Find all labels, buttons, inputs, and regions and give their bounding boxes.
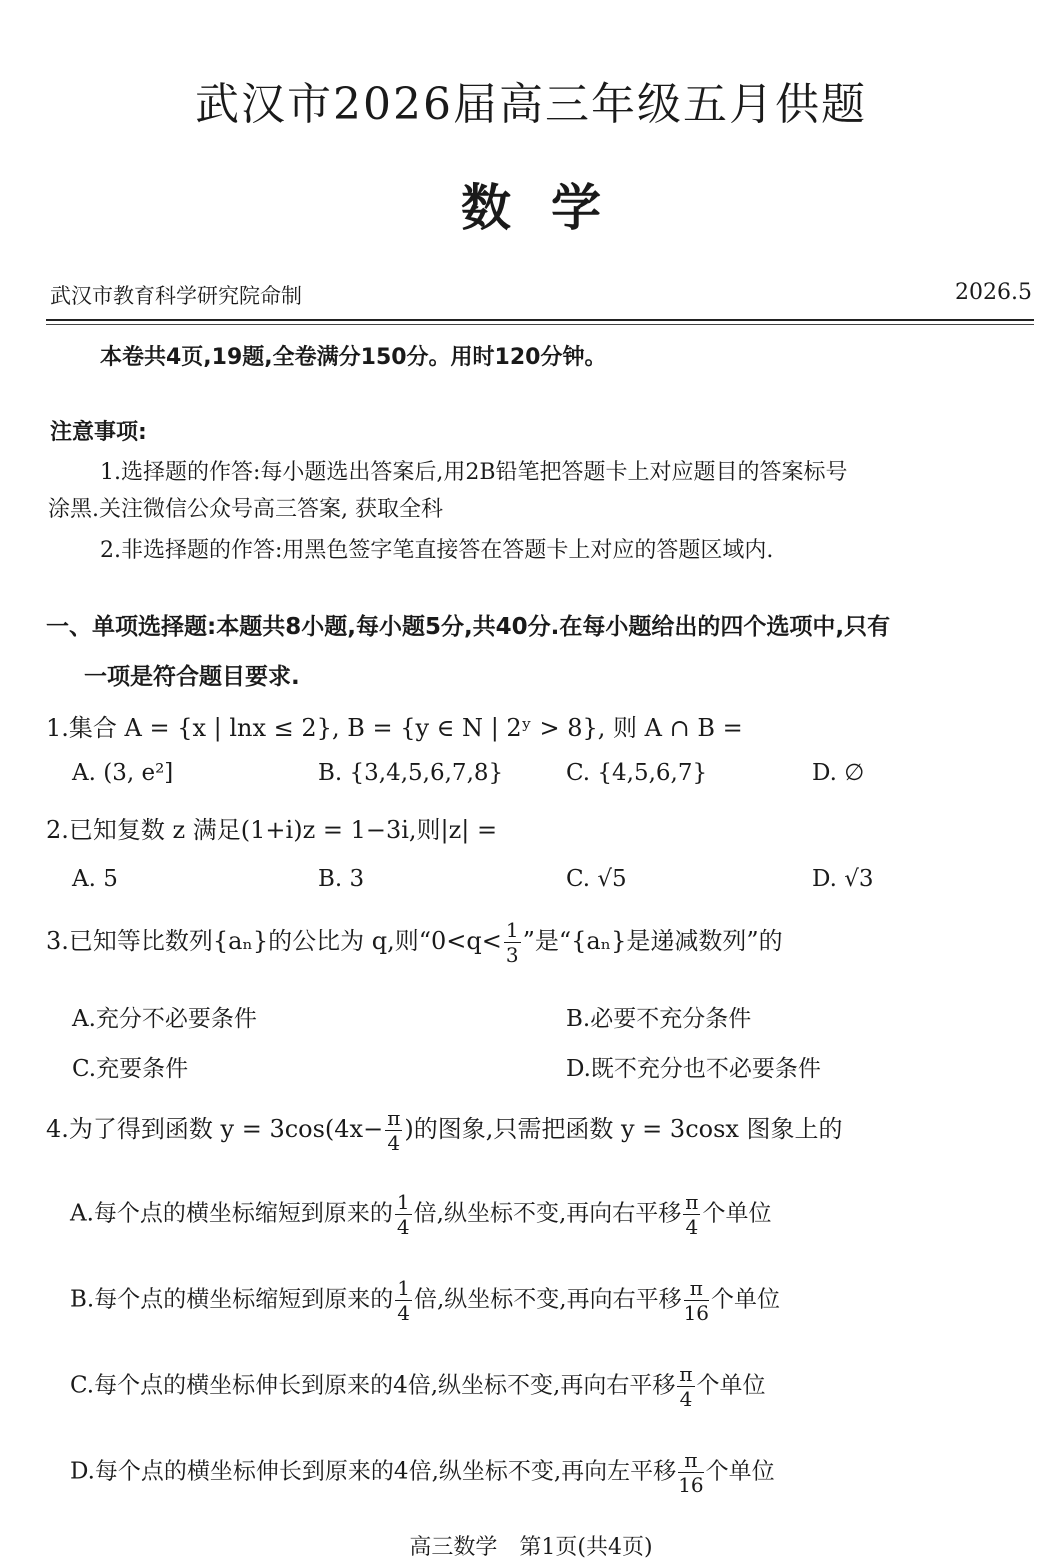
option-fraction-1: [395, 1192, 412, 1237]
page-footer: 高三数学 第1页(共4页): [409, 1535, 653, 1560]
question-4-stem: [46, 1108, 843, 1153]
question-2-option-c: C. √5: [566, 866, 627, 892]
question-4-option-c: [70, 1364, 766, 1409]
fraction-denominator: 4: [397, 1301, 410, 1325]
fraction-denominator: 16: [678, 1473, 704, 1497]
question-4-stem-post: )的图象,只需把函数 y = 3cosx 图象上的: [404, 1115, 843, 1143]
section-1-heading-line-1: 一、单项选择题:本题共8小题,每小题5分,共40分.在每小题给出的四个选项中,只有: [46, 614, 891, 640]
fraction-numerator: π: [679, 1362, 693, 1386]
note-item-2: 2.非选择题的作答:用黑色签字笔直接答在答题卡上对应的答题区域内.: [100, 538, 774, 563]
question-3-option-c: C.充要条件: [72, 1056, 189, 1082]
question-2-stem: 2.已知复数 z 满足(1+i)z = 1−3i,则|z| =: [46, 816, 498, 844]
question-1-stem: 1.集合 A = {x | lnx ≤ 2}, B = {y ∈ N | 2ʸ > 8}, 则 A ∩ B =: [46, 714, 743, 742]
exam-title: 武汉市2026届高三年级五月供题: [195, 79, 867, 130]
question-4-stem-pre: 4.为了得到函数 y = 3cos(4x−: [46, 1115, 384, 1143]
fraction-denominator: 4: [396, 1215, 410, 1239]
fraction-denominator: 4: [685, 1215, 699, 1239]
question-4-option-a: [70, 1192, 771, 1237]
fraction-numerator: π: [678, 1450, 703, 1473]
issuing-organization: 武汉市教育科学研究院命制: [50, 284, 302, 308]
option-fraction: [678, 1450, 703, 1495]
question-3-option-d: D.既不充分也不必要条件: [566, 1056, 821, 1082]
fraction-numerator: π: [387, 1106, 401, 1130]
option-text: D.每个点的横坐标伸长到原来的4倍,纵坐标不变,再向左平移: [70, 1458, 677, 1485]
fraction-numerator: 1: [397, 1276, 410, 1300]
option-text: 个单位: [702, 1200, 772, 1227]
subject-title: 数学: [461, 178, 641, 237]
option-text: C.每个点的横坐标伸长到原来的4倍,纵坐标不变,再向右平移: [70, 1372, 676, 1399]
question-2-option-d: D. √3: [812, 866, 874, 892]
option-text: 倍,纵坐标不变,再向右平移: [413, 1200, 682, 1227]
option-text: 个单位: [705, 1458, 775, 1485]
fraction-numerator: 1: [396, 1190, 410, 1214]
question-3-option-b: B.必要不充分条件: [566, 1006, 752, 1032]
question-3-fraction: [504, 920, 521, 965]
question-1-option-a: A. (3, e²]: [72, 760, 174, 786]
exam-date: 2026.5: [955, 280, 1032, 305]
option-text: 个单位: [711, 1286, 781, 1313]
question-4-option-d: [70, 1450, 775, 1495]
exam-summary: 本卷共4页,19题,全卷满分150分。用时120分钟。: [100, 345, 607, 370]
option-text: 倍,纵坐标不变,再向右平移: [413, 1286, 682, 1313]
fraction-numerator: π: [684, 1278, 709, 1301]
fraction-denominator: 4: [679, 1387, 693, 1411]
option-fraction-1: [395, 1278, 412, 1323]
question-3-stem-pre: 3.已知等比数列{aₙ}的公比为 q,则“0<q<: [46, 927, 502, 955]
option-fraction-2: [684, 1278, 709, 1323]
fraction-denominator: 4: [387, 1131, 401, 1155]
option-fraction-2: [683, 1192, 700, 1237]
question-3-option-a: A.充分不必要条件: [72, 1006, 257, 1032]
section-1-heading-line-2: 一项是符合题目要求.: [84, 664, 300, 690]
option-text: 个单位: [696, 1372, 766, 1399]
option-text: A.每个点的横坐标缩短到原来的: [70, 1200, 393, 1227]
fraction-numerator: 1: [505, 918, 519, 942]
question-2-option-a: A. 5: [72, 866, 118, 892]
notes-heading: 注意事项:: [50, 420, 147, 445]
question-3-stem-post: ”是“{aₙ}是递减数列”的: [522, 927, 783, 955]
question-3-stem: [46, 920, 783, 965]
note-item-1-line-1: 1.选择题的作答:每小题选出答案后,用2B铅笔把答题卡上对应题目的答案标号: [100, 460, 848, 485]
header-divider-thick: [46, 319, 1034, 321]
option-text: B.每个点的横坐标缩短到原来的: [70, 1286, 394, 1313]
question-4-fraction: [385, 1108, 402, 1153]
fraction-denominator: 16: [683, 1301, 710, 1325]
note-item-1-line-2: 涂黑.关注微信公众号高三答案, 获取全科: [48, 497, 443, 522]
fraction-denominator: 3: [505, 943, 519, 967]
header-divider-thin: [46, 324, 1034, 325]
question-2-option-b: B. 3: [318, 866, 365, 892]
question-4-option-b: [70, 1278, 780, 1323]
question-1-option-d: D. ∅: [812, 760, 865, 786]
question-1-option-c: C. {4,5,6,7}: [566, 760, 708, 786]
question-1-option-b: B. {3,4,5,6,7,8}: [318, 760, 504, 786]
fraction-numerator: π: [685, 1190, 699, 1214]
option-fraction: [677, 1364, 694, 1409]
